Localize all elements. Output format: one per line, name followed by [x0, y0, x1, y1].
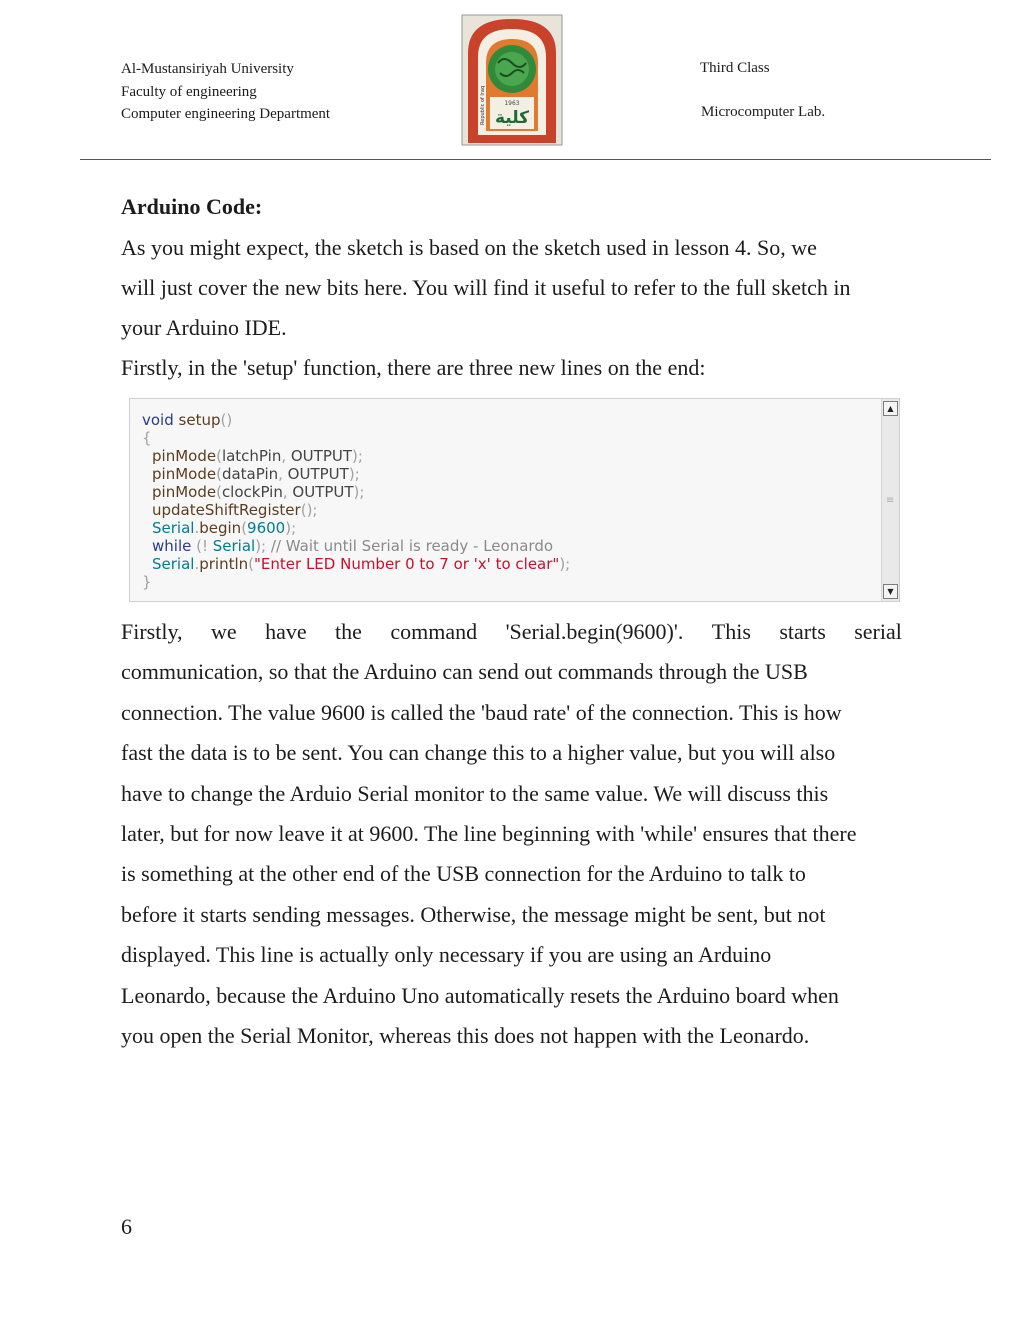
code-line-while: while (! Serial); // Wait until Serial is ready - Leonardo: [152, 537, 554, 555]
header-divider: [80, 159, 991, 160]
code-lines: [142, 411, 570, 591]
intro-paragraph: [121, 228, 911, 388]
code-line-close-brace: }: [142, 573, 152, 591]
code-line-pinmode-data: pinMode(dataPin, OUTPUT);: [152, 465, 360, 483]
intro-line: will just cover the new bits here. You will find it useful to refer to the full sketch in: [121, 275, 851, 300]
svg-text:Republic of Iraq: Republic of Iraq: [480, 85, 486, 125]
university-crest-icon: [460, 13, 564, 147]
intro-line: Firstly, in the 'setup' function, there are three new lines on the end:: [121, 355, 706, 380]
code-line-update-shift: updateShiftRegister();: [152, 501, 318, 519]
scroll-down-icon[interactable]: ▼: [883, 584, 898, 599]
code-line-println: Serial.println("Enter LED Number 0 to 7 or 'x' to clear");: [152, 555, 571, 573]
intro-line: your Arduino IDE.: [121, 315, 287, 340]
header-left-block: [121, 58, 330, 126]
explanation-line: communication, so that the Arduino can send out commands through the USB: [121, 659, 808, 685]
department-name: Computer engineering Department: [121, 106, 331, 122]
intro-line: As you might expect, the sketch is based on the sketch used in lesson 4. So, we: [121, 235, 817, 260]
svg-text:1963: 1963: [504, 100, 520, 107]
explanation-line-first: Firstly, we have the command 'Serial.begin(9600)'. This starts serial: [121, 619, 902, 644]
explanation-paragraph: [121, 612, 902, 1056]
explanation-line: you open the Serial Monitor, whereas this does not happen with the Leonardo.: [121, 1023, 810, 1049]
code-line-open-brace: {: [142, 429, 152, 447]
code-line-serial-begin: Serial.begin(9600);: [152, 519, 297, 537]
scroll-up-icon[interactable]: ▲: [883, 401, 898, 416]
explanation-line: is something at the other end of the USB connection for the Arduino to talk to: [121, 861, 806, 887]
explanation-line: displayed. This line is actually only necessary if you are using an Arduino: [121, 942, 772, 968]
explanation-line: Leonardo, because the Arduino Uno automatically resets the Arduino board when: [121, 982, 839, 1008]
lab-label: Microcomputer Lab.: [701, 104, 826, 120]
code-line-pinmode-latch: pinMode(latchPin, OUTPUT);: [152, 447, 363, 465]
explanation-line: connection. The value 9600 is called the 'baud rate' of the connection. This is how: [121, 699, 842, 725]
code-snippet-box[interactable]: [129, 398, 900, 602]
class-label: Third Class: [700, 60, 770, 76]
page-number: 6: [121, 1214, 132, 1239]
explanation-line: later, but for now leave it at 9600. The line beginning with 'while' ensures that there: [121, 821, 857, 847]
explanation-line: have to change the Arduio Serial monitor to the same value. We will discuss this: [121, 780, 829, 806]
code-line-pinmode-clock: pinMode(clockPin, OUTPUT);: [152, 483, 365, 501]
explanation-line: before it starts sending messages. Otherwise, the message might be sent, but not: [121, 901, 826, 927]
university-name: Al-Mustansiriyah University: [121, 61, 294, 77]
code-scrollbar[interactable]: [881, 399, 899, 601]
faculty-name: Faculty of engineering: [121, 83, 257, 100]
explanation-line: fast the data is to be sent. You can change this to a higher value, but you will also: [121, 740, 836, 766]
scroll-grip-icon[interactable]: ≡: [886, 495, 895, 506]
svg-text:كلية: كلية: [494, 108, 530, 128]
section-title: Arduino Code:: [121, 194, 263, 219]
code-line-setup: void setup(): [142, 411, 233, 429]
